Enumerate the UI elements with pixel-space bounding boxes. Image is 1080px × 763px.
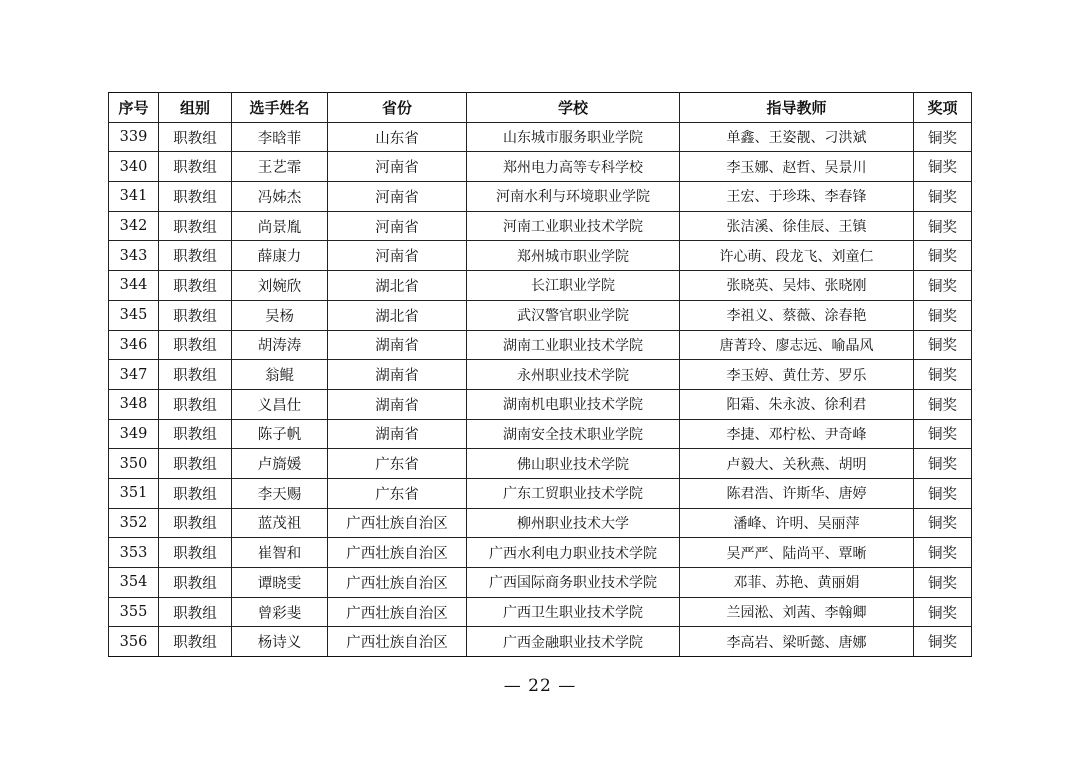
cell-teachers: 卢毅大、关秋燕、胡明 (680, 449, 914, 479)
table-row (109, 122, 972, 152)
cell-contestant: 崔智和 (232, 538, 328, 568)
cell-award: 铜奖 (914, 568, 972, 598)
table-row (109, 300, 972, 330)
cell-school: 河南工业职业技术学院 (467, 211, 680, 241)
cell-province: 广东省 (328, 449, 467, 479)
cell-index: 339 (109, 122, 159, 152)
header-group: 组别 (159, 93, 232, 123)
cell-contestant: 义昌仕 (232, 389, 328, 419)
cell-index: 350 (109, 449, 159, 479)
table-row (109, 360, 972, 390)
table-row (109, 449, 972, 479)
cell-school: 长江职业学院 (467, 271, 680, 301)
table-row (109, 330, 972, 360)
cell-index: 352 (109, 508, 159, 538)
header-teachers: 指导教师 (680, 93, 914, 123)
cell-province: 湖南省 (328, 330, 467, 360)
cell-contestant: 杨诗义 (232, 627, 328, 657)
cell-award: 铜奖 (914, 627, 972, 657)
cell-group: 职教组 (159, 508, 232, 538)
cell-index: 355 (109, 597, 159, 627)
cell-group: 职教组 (159, 597, 232, 627)
cell-province: 湖北省 (328, 271, 467, 301)
cell-school: 广西国际商务职业技术学院 (467, 568, 680, 598)
cell-school: 河南水利与环境职业学院 (467, 182, 680, 212)
cell-province: 湖南省 (328, 419, 467, 449)
table-row (109, 478, 972, 508)
cell-award: 铜奖 (914, 597, 972, 627)
cell-school: 佛山职业技术学院 (467, 449, 680, 479)
cell-teachers: 张洁溪、徐佳辰、王镇 (680, 211, 914, 241)
header-award: 奖项 (914, 93, 972, 123)
cell-teachers: 李高岩、梁昕懿、唐娜 (680, 627, 914, 657)
cell-index: 340 (109, 152, 159, 182)
cell-province: 广西壮族自治区 (328, 597, 467, 627)
header-contestant: 选手姓名 (232, 93, 328, 123)
cell-province: 广西壮族自治区 (328, 508, 467, 538)
header-school: 学校 (467, 93, 680, 123)
awards-table (108, 92, 972, 657)
cell-contestant: 蓝茂祖 (232, 508, 328, 538)
cell-award: 铜奖 (914, 152, 972, 182)
cell-award: 铜奖 (914, 389, 972, 419)
cell-teachers: 张晓英、吴炜、张晓刚 (680, 271, 914, 301)
cell-province: 河南省 (328, 182, 467, 212)
cell-province: 湖南省 (328, 389, 467, 419)
cell-teachers: 潘峰、许明、吴丽萍 (680, 508, 914, 538)
cell-group: 职教组 (159, 211, 232, 241)
header-province: 省份 (328, 93, 467, 123)
cell-index: 351 (109, 478, 159, 508)
cell-contestant: 陈子帆 (232, 419, 328, 449)
table-row (109, 627, 972, 657)
cell-index: 344 (109, 271, 159, 301)
cell-contestant: 尚景胤 (232, 211, 328, 241)
cell-school: 郑州电力高等专科学校 (467, 152, 680, 182)
cell-school: 广西水利电力职业技术学院 (467, 538, 680, 568)
page-number: — 22 — (503, 676, 577, 696)
cell-award: 铜奖 (914, 122, 972, 152)
cell-teachers: 李祖义、蔡薇、涂春艳 (680, 300, 914, 330)
cell-award: 铜奖 (914, 449, 972, 479)
cell-province: 湖北省 (328, 300, 467, 330)
cell-teachers: 阳霜、朱永波、徐利君 (680, 389, 914, 419)
cell-province: 广西壮族自治区 (328, 538, 467, 568)
cell-school: 湖南工业职业技术学院 (467, 330, 680, 360)
cell-index: 353 (109, 538, 159, 568)
cell-province: 广西壮族自治区 (328, 568, 467, 598)
cell-school: 柳州职业技术大学 (467, 508, 680, 538)
cell-award: 铜奖 (914, 241, 972, 271)
cell-contestant: 卢旖媛 (232, 449, 328, 479)
table-row (109, 508, 972, 538)
cell-award: 铜奖 (914, 478, 972, 508)
cell-province: 山东省 (328, 122, 467, 152)
table-body (109, 122, 972, 656)
cell-teachers: 李玉娜、赵哲、吴景川 (680, 152, 914, 182)
cell-province: 湖南省 (328, 360, 467, 390)
cell-group: 职教组 (159, 330, 232, 360)
cell-contestant: 李天赐 (232, 478, 328, 508)
cell-province: 河南省 (328, 211, 467, 241)
cell-group: 职教组 (159, 360, 232, 390)
header-index: 序号 (109, 93, 159, 123)
cell-group: 职教组 (159, 182, 232, 212)
cell-contestant: 翁鲲 (232, 360, 328, 390)
cell-award: 铜奖 (914, 300, 972, 330)
cell-school: 永州职业技术学院 (467, 360, 680, 390)
cell-school: 山东城市服务职业学院 (467, 122, 680, 152)
table-row (109, 152, 972, 182)
cell-contestant: 冯姊杰 (232, 182, 328, 212)
cell-contestant: 王艺霏 (232, 152, 328, 182)
cell-group: 职教组 (159, 389, 232, 419)
cell-teachers: 许心萌、段龙飞、刘童仁 (680, 241, 914, 271)
cell-contestant: 薛康力 (232, 241, 328, 271)
cell-index: 345 (109, 300, 159, 330)
cell-group: 职教组 (159, 478, 232, 508)
cell-group: 职教组 (159, 449, 232, 479)
table-header-row (109, 93, 972, 123)
table-row (109, 271, 972, 301)
cell-school: 广西金融职业技术学院 (467, 627, 680, 657)
table-row (109, 597, 972, 627)
cell-teachers: 王宏、于珍珠、李春锋 (680, 182, 914, 212)
cell-award: 铜奖 (914, 211, 972, 241)
cell-group: 职教组 (159, 538, 232, 568)
cell-province: 河南省 (328, 241, 467, 271)
cell-award: 铜奖 (914, 360, 972, 390)
cell-index: 354 (109, 568, 159, 598)
cell-teachers: 单鑫、王姿靓、刁洪斌 (680, 122, 914, 152)
cell-group: 职教组 (159, 152, 232, 182)
cell-award: 铜奖 (914, 182, 972, 212)
table-row (109, 182, 972, 212)
cell-province: 广西壮族自治区 (328, 627, 467, 657)
table-row (109, 419, 972, 449)
cell-group: 职教组 (159, 568, 232, 598)
cell-award: 铜奖 (914, 330, 972, 360)
cell-contestant: 曾彩斐 (232, 597, 328, 627)
cell-index: 343 (109, 241, 159, 271)
cell-index: 342 (109, 211, 159, 241)
table-row (109, 568, 972, 598)
cell-group: 职教组 (159, 300, 232, 330)
cell-contestant: 谭晓雯 (232, 568, 328, 598)
cell-school: 广东工贸职业技术学院 (467, 478, 680, 508)
cell-contestant: 刘婉欣 (232, 271, 328, 301)
cell-teachers: 邓菲、苏艳、黄丽娟 (680, 568, 914, 598)
cell-province: 广东省 (328, 478, 467, 508)
cell-school: 武汉警官职业学院 (467, 300, 680, 330)
cell-award: 铜奖 (914, 508, 972, 538)
cell-group: 职教组 (159, 419, 232, 449)
cell-province: 河南省 (328, 152, 467, 182)
cell-contestant: 吴杨 (232, 300, 328, 330)
cell-school: 郑州城市职业学院 (467, 241, 680, 271)
cell-index: 349 (109, 419, 159, 449)
cell-index: 346 (109, 330, 159, 360)
cell-group: 职教组 (159, 241, 232, 271)
cell-group: 职教组 (159, 122, 232, 152)
cell-teachers: 李玉婷、黄仕芳、罗乐 (680, 360, 914, 390)
cell-award: 铜奖 (914, 271, 972, 301)
cell-index: 348 (109, 389, 159, 419)
cell-award: 铜奖 (914, 538, 972, 568)
cell-index: 356 (109, 627, 159, 657)
cell-contestant: 胡涛涛 (232, 330, 328, 360)
cell-contestant: 李晗菲 (232, 122, 328, 152)
cell-teachers: 吴严严、陆尚平、覃晰 (680, 538, 914, 568)
cell-teachers: 陈君浩、许斯华、唐婷 (680, 478, 914, 508)
cell-teachers: 唐菁玲、廖志远、喻晶风 (680, 330, 914, 360)
table-row (109, 211, 972, 241)
cell-award: 铜奖 (914, 419, 972, 449)
cell-teachers: 兰园淞、刘茜、李翰卿 (680, 597, 914, 627)
cell-school: 湖南机电职业技术学院 (467, 389, 680, 419)
table-row (109, 389, 972, 419)
cell-index: 347 (109, 360, 159, 390)
table-row (109, 538, 972, 568)
cell-group: 职教组 (159, 271, 232, 301)
cell-teachers: 李捷、邓柠松、尹奇峰 (680, 419, 914, 449)
cell-group: 职教组 (159, 627, 232, 657)
cell-index: 341 (109, 182, 159, 212)
table-row (109, 241, 972, 271)
cell-school: 湖南安全技术职业学院 (467, 419, 680, 449)
cell-school: 广西卫生职业技术学院 (467, 597, 680, 627)
